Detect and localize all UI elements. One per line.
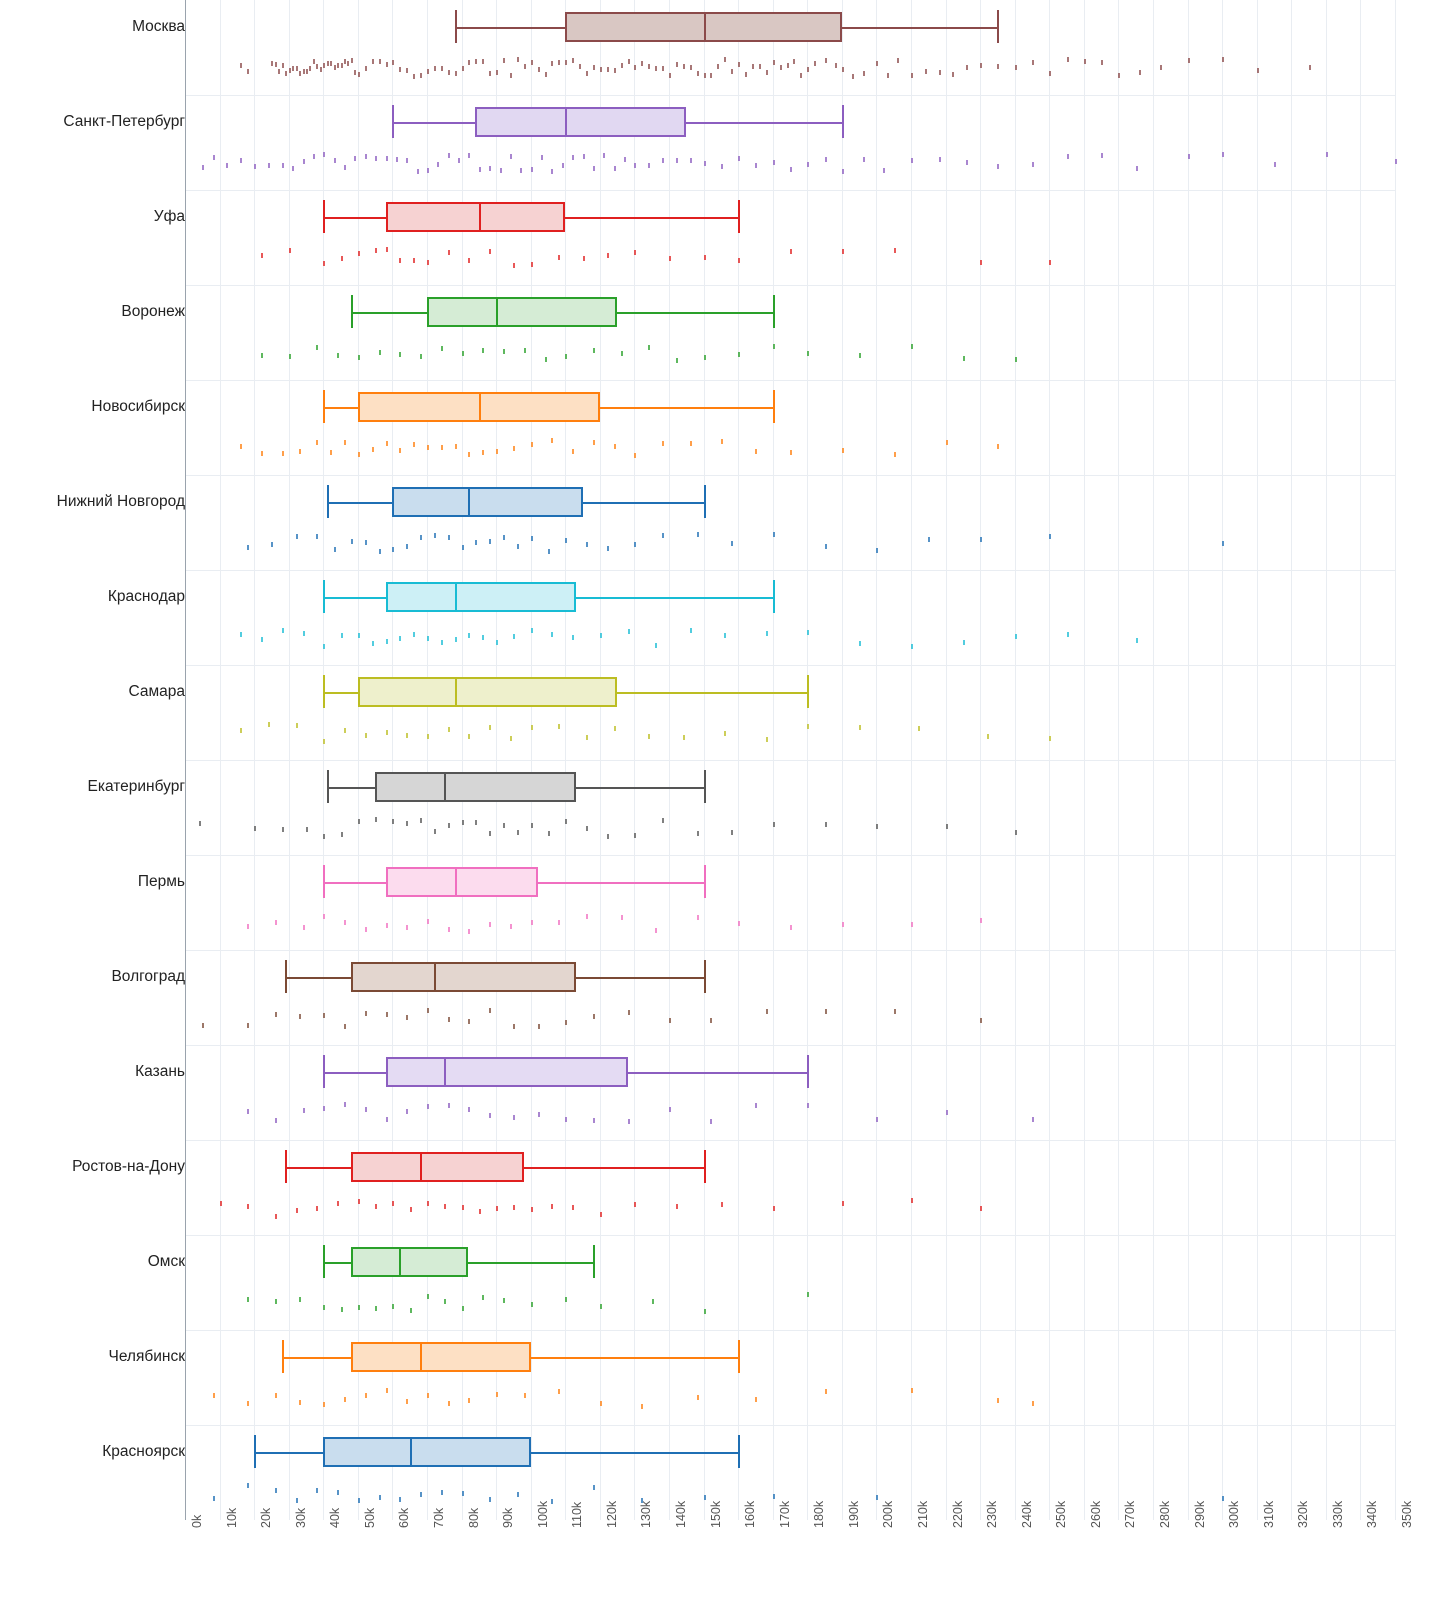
x-tick-label: 130k	[639, 1500, 654, 1528]
x-tick-label: 190k	[846, 1500, 861, 1528]
category-label: Волгоград	[111, 967, 185, 985]
x-tick-label: 350k	[1400, 1500, 1414, 1528]
x-tick-label: 230k	[985, 1500, 1000, 1528]
x-tick-label: 220k	[950, 1500, 965, 1528]
x-tick-label: 10k	[224, 1507, 239, 1528]
x-tick-label: 210k	[916, 1500, 930, 1528]
x-tick-label: 70k	[432, 1507, 446, 1528]
x-tick-label: 40k	[328, 1507, 343, 1528]
x-tick-label: 110k	[570, 1501, 585, 1528]
x-tick-label: 180k	[812, 1500, 827, 1528]
x-tick-label: 30k	[293, 1507, 308, 1528]
x-tick-label: 200k	[881, 1500, 896, 1528]
x-tick-label: 80k	[466, 1507, 481, 1528]
x-tick-label: 290k	[1192, 1500, 1207, 1528]
category-label: Санкт-Петербург	[63, 112, 185, 130]
x-tick-label: 0k	[190, 1514, 204, 1528]
category-label: Уфа	[153, 207, 185, 225]
x-tick-label: 90k	[501, 1507, 516, 1528]
x-tick-label: 150k	[708, 1500, 723, 1528]
x-tick-label: 160k	[743, 1500, 758, 1528]
category-label: Самара	[128, 682, 185, 700]
x-tick-label: 260k	[1088, 1500, 1103, 1528]
category-label: Екатеринбург	[87, 777, 185, 795]
x-tick-label: 100k	[535, 1500, 550, 1528]
category-label: Новосибирск	[91, 397, 185, 415]
x-tick-label: 340k	[1365, 1500, 1380, 1528]
x-tick-label: 240k	[1019, 1500, 1034, 1528]
x-tick-label: 300k	[1227, 1500, 1242, 1528]
x-tick-label: 20k	[259, 1507, 274, 1528]
category-label: Казань	[135, 1062, 185, 1080]
x-tick-label: 140k	[674, 1500, 688, 1528]
x-tick-label: 250k	[1054, 1500, 1069, 1528]
x-tick-label: 270k	[1123, 1500, 1138, 1528]
x-tick-label: 60k	[397, 1507, 412, 1528]
category-label: Пермь	[137, 872, 185, 890]
x-tick-label: 170k	[777, 1500, 792, 1528]
category-label: Воронеж	[121, 302, 185, 320]
x-tick-label: 310k	[1261, 1500, 1276, 1528]
category-label: Ростов-на-Дону	[72, 1157, 185, 1175]
x-tick-label: 50k	[362, 1507, 377, 1528]
category-label: Омск	[147, 1252, 185, 1270]
x-tick-label: 120k	[604, 1500, 619, 1528]
x-tick-label: 280k	[1158, 1500, 1172, 1528]
category-label: Красноярск	[102, 1442, 185, 1460]
category-label: Краснодар	[107, 587, 185, 605]
category-label: Челябинск	[108, 1347, 185, 1365]
category-label: Нижний Новгород	[56, 492, 185, 510]
x-tick-label: 330k	[1330, 1500, 1345, 1528]
category-label: Москва	[132, 17, 185, 35]
y-axis-line	[185, 0, 186, 1520]
x-tick-label: 320k	[1296, 1500, 1311, 1528]
